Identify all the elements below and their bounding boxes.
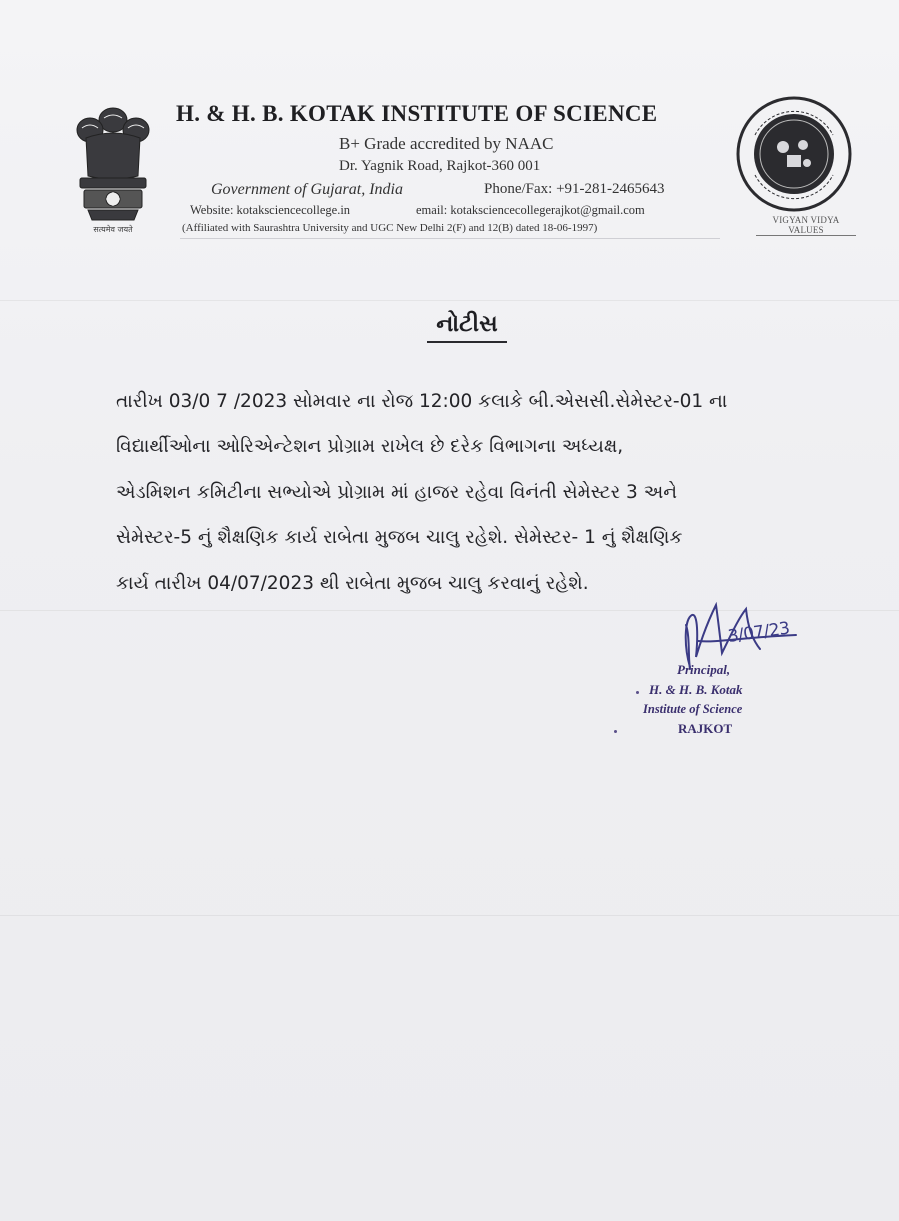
notice-line: કાર્ય તારીખ 04/07/2023 થી રાબેતા મુજબ ચાલુ કરવાનું રહેશે. — [116, 573, 589, 594]
stamp-bullet — [614, 730, 617, 733]
institute-address: Dr. Yagnik Road, Rajkot-360 001 — [339, 158, 541, 174]
vision-tagline: VIGYAN VIDYA VALUES — [756, 215, 856, 236]
stamp-college-name: H. & H. B. Kotak — [649, 682, 743, 697]
phone-fax: Phone/Fax: +91-281-2465643 — [484, 181, 665, 197]
affiliation-text: (Affiliated with Saurashtra University and UGC New Delhi 2(F) and 12(B) dated 18-06-1997) — [182, 222, 598, 234]
paper-fold — [0, 300, 899, 301]
stamp-city: RAJKOT — [678, 721, 733, 736]
email-text: email: kotaksciencecollegerajkot@gmail.com — [416, 203, 645, 217]
header-divider — [180, 238, 720, 239]
stamp-bullet — [636, 691, 639, 694]
college-seal-icon — [735, 95, 853, 213]
government-text: Government of Gujarat, India — [211, 181, 403, 198]
accreditation-text: B+ Grade accredited by NAAC — [339, 134, 554, 153]
notice-line: સેમેસ્ટર-5 નું શૈક્ષણિક કાર્ય રાબેતા મુજબ ચાલુ રહેશે. સેમેસ્ટર- 1 નું શૈક્ષણિક — [116, 527, 683, 548]
paper-fold — [0, 915, 899, 916]
emblem-motto: सत्यमेव जयते — [93, 225, 133, 234]
stamp-institute: Institute of Science — [643, 702, 743, 716]
notice-title: નોટીસ — [427, 311, 507, 343]
notice-line: વિદ્યાર્થીઓના ઓરિએન્ટેશન પ્રોગ્રામ રાખેલ છે દરેક વિભાગના અધ્યક્ષ, — [116, 436, 624, 457]
stamp-principal: Principal, — [677, 662, 731, 677]
notice-line: એડમિશન કમિટીના સભ્યોએ પ્રોગ્રામ માં હાજર રહેવા વિનંતી સેમેસ્ટર 3 અને — [116, 482, 677, 503]
institute-name: H. & H. B. KOTAK INSTITUTE OF SCIENCE — [176, 101, 658, 126]
signature-date: 3/07/23 — [726, 618, 791, 647]
notice-line: તારીખ 03/0 7 /2023 સોમવાર ના રોજ 12:00 કલાકે બી.એસસી.સેમેસ્ટર-01 ના — [116, 391, 728, 412]
website-text: Website: kotaksciencecollege.in — [190, 203, 351, 217]
national-emblem-icon — [68, 98, 158, 238]
